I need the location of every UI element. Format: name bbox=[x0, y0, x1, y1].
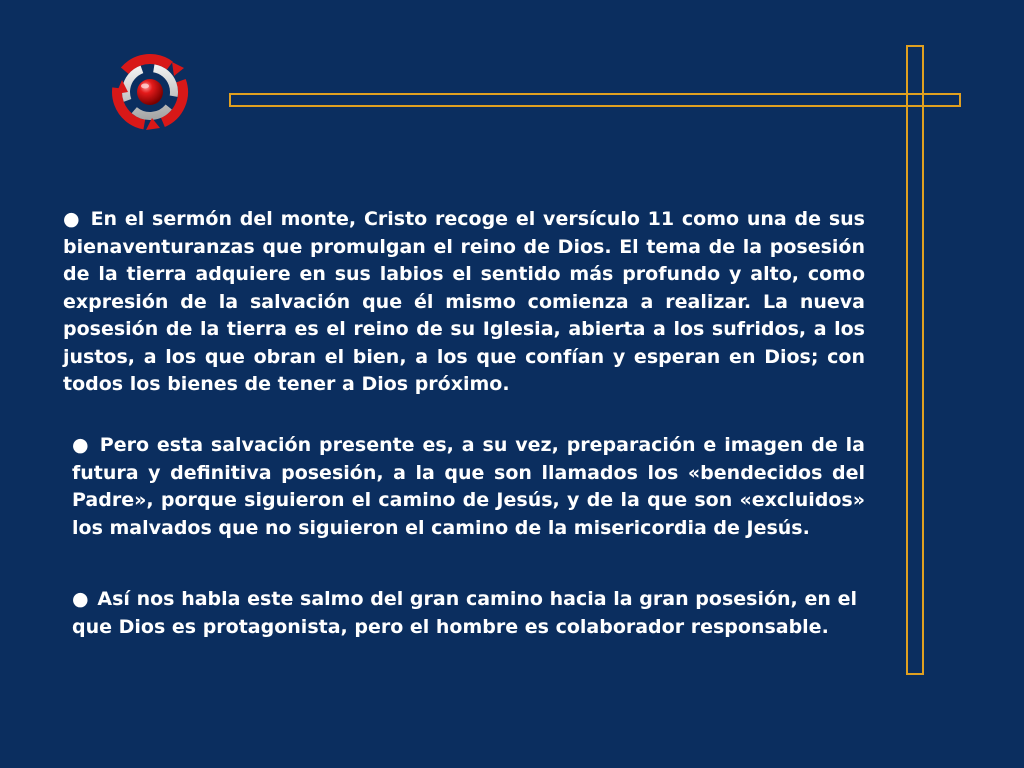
paragraph-salmo bbox=[72, 586, 857, 641]
paragraph-text: Así nos habla este salmo del gran camino hacia la gran posesión, en el que Dios es protagonista, pero el hombre es colaborador responsable. bbox=[72, 588, 857, 638]
paragraph-salvacion-presente bbox=[72, 432, 865, 542]
bullet-icon: ● bbox=[63, 208, 81, 230]
paragraph-text: Pero esta salvación presente es, a su vez, preparación e imagen de la futura y definitiva posesión, a la que son llamados los «bendecidos del Padre», porque siguieron el camino de Jesús, y de la que son «excluidos» los malvados que no siguieron el camino de la misericordia de Jesús. bbox=[72, 434, 865, 539]
paragraph-text: En el sermón del monte, Cristo recoge el versículo 11 como una de sus bienaventuranzas que promulgan el reino de Dios. El tema de la posesión de la tierra adquiere en sus labios el sentido más profundo y alto, como expresión de la salvación que él mismo comienza a realizar. La nueva posesión de la tierra es el reino de su Iglesia, abierta a los sufridos, a los justos, a los que obran el bien, a los que confían y esperan en Dios; con todos los bienes de tener a Dios próximo. bbox=[63, 208, 865, 395]
bullet-icon: ● bbox=[72, 588, 89, 610]
recycle-sphere-icon bbox=[110, 50, 190, 134]
bullet-icon: ● bbox=[72, 434, 90, 456]
paragraph-sermon-del-monte bbox=[63, 206, 865, 399]
recycle-sphere-graphic bbox=[110, 50, 190, 134]
vertical-frame-bar bbox=[906, 45, 924, 675]
horizontal-frame-bar bbox=[229, 93, 961, 107]
